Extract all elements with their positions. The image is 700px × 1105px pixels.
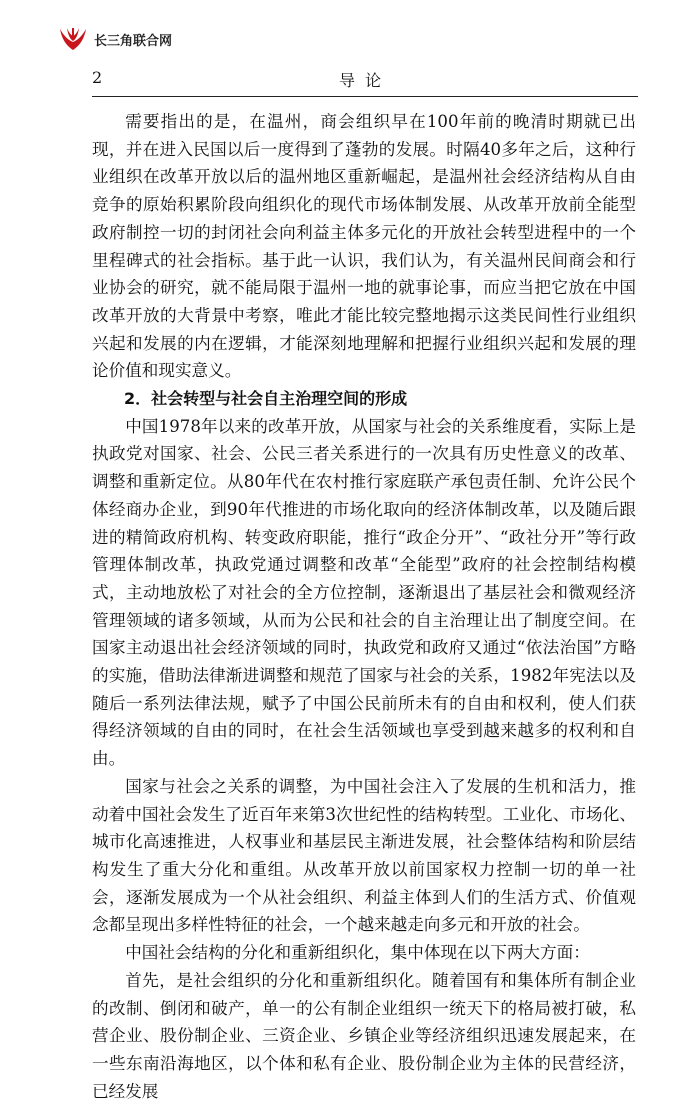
running-head [92, 68, 638, 94]
logo-flame-icon [56, 26, 90, 52]
paragraph: 中国社会结构的分化和重新组织化，集中体现在以下两大方面： [125, 943, 590, 963]
page-body [92, 108, 636, 1105]
paragraph: 国家与社会之关系的调整，为中国社会注入了发展的生机和活力，推动着中国社会发生了近百年来第3次世纪性的结构转型。工业化、市场化、城市化高速推进，人权事业和基层民主渐进发展，社会整体结构和阶层结构发生了重大分化和重组。从改革开放以前国家权力控制一切的单一社会，逐渐发展成为一个从社会组织、利益主体到人们的生活方式、价值观念都呈现出多样性特征的社会，一个越来越走向多元和开放的社会。 [92, 776, 636, 935]
paragraph: 需要指出的是，在温州，商会组织早在100年前的晚清时期就已出现，并在进入民国以后一度得到了蓬勃的发展。时隔40多年之后，这种行业组织在改革开放以后的温州地区重新崛起，是温州社会经济结构从自由竞争的原始积累阶段向组织化的现代市场体制发展、从改革开放前全能型政府制控一切的封闭社会向利益主体多元化的开放社会转型进程中的一个里程碑式的社会指标。基于此一认识，我们认为，有关温州民间商会和行业协会的研究，就不能局限于温州一地的就事论事，而应当把它放在中国改革开放的大背景中考察，唯此才能比较完整地揭示这类民间性行业组织兴起和发展的内在逻辑，才能深刻地理解和把握行业组织兴起和发展的理论价值和现实意义。 [92, 112, 636, 381]
header-rule [92, 96, 638, 97]
site-logo [56, 26, 172, 52]
paragraph: 首先，是社会组织的分化和重新组织化。随着国有和集体所有制企业的改制、倒闭和破产，单一的公有制企业组织一统天下的格局被打破，私营企业、股份制企业、三资企业、乡镇企业等经济组织迅速发展起来，在一些东南沿海地区，以个体和私有企业、股份制企业为主体的民营经济，已经发展 [92, 970, 636, 1101]
paragraph: 中国1978年以来的改革开放，从国家与社会的关系维度看，实际上是执政党对国家、社会、公民三者关系进行的一次具有历史性意义的改革、调整和重新定位。从80年代在农村推行家庭联产承包责任制、允许公民个体经商办企业，到90年代推进的市场化取向的经济体制改革，以及随后跟进的精简政府机构、转变政府职能，推行“政企分开”、“政社分开”等行政管理体制改革，执政党通过调整和改革“全能型”政府的社会控制结构模式，主动地放松了对社会的全方位控制，逐渐退出了基层社会和微观经济管理领域的诸多领域，从而为公民和社会的自主治理让出了制度空间。在国家主动退出社会经济领域的同时，执政党和政府又通过“依法治国”方略的实施，借助法律渐进调整和规范了国家与社会的关系，1982年宪法以及随后一系列法律法规，赋予了中国公民前所未有的自由和权利，使人们获得经济领域的自由的同时，在社会生活领域也享受到越来越多的权利和自由。 [92, 416, 636, 769]
site-name: 长三角联合网 [94, 33, 173, 49]
section-heading: 2．社会转型与社会自主治理空间的形成 [124, 389, 408, 409]
page-number: 2 [92, 68, 103, 87]
chapter-title: 导论 [338, 71, 391, 90]
